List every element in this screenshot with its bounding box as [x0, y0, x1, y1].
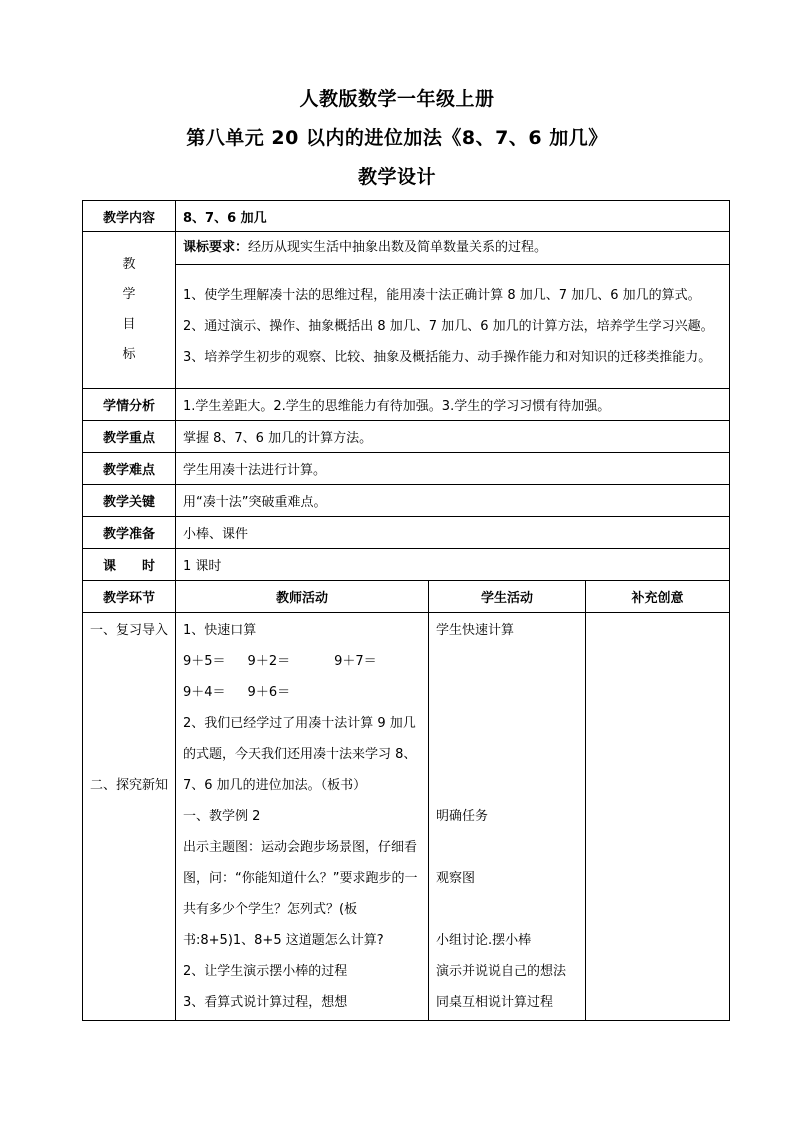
teacher-line: 2、让学生演示摆小棒的过程	[183, 964, 348, 979]
content-value: 8、7、6 加几	[176, 201, 730, 232]
oral-calc-item: 9＋7＝	[334, 654, 377, 669]
row-difficulty	[83, 453, 730, 485]
objectives-label-char: 标	[122, 347, 136, 362]
row-hours	[83, 549, 730, 581]
oral-calc-item: 9＋5＝	[183, 654, 226, 669]
standard-text: 经历从现实生活中抽象出数及简单数量关系的过程。	[248, 240, 548, 255]
lesson-plan-table	[82, 200, 730, 1021]
title-line-1: 人教版数学一年级上册	[299, 88, 495, 110]
objective-item: 1、使学生理解凑十法的思维过程，能用凑十法正确计算 8 加几、7 加几、6 加几的算式。	[183, 288, 701, 303]
row-objectives	[83, 265, 730, 389]
row-prep	[83, 517, 730, 549]
row-analysis	[83, 389, 730, 421]
oral-calc-row	[183, 646, 421, 677]
content-label: 教学内容	[83, 201, 176, 232]
oral-calc-item: 9＋2＝	[247, 654, 291, 669]
document-title	[0, 80, 794, 197]
student-line: 明确任务	[436, 809, 489, 824]
row-key-point	[83, 421, 730, 453]
key-point-value: 掌握 8、7、6 加几的计算方法。	[176, 421, 730, 453]
objectives-label	[83, 232, 176, 389]
student-line: 演示并说说自己的想法	[436, 964, 567, 979]
row-standard	[83, 232, 730, 265]
analysis-value: 1.学生差距大。2.学生的思维能力有待加强。3.学生的学习习惯有待加强。	[176, 389, 730, 421]
teacher-activity-cell	[176, 613, 429, 1021]
row-key	[83, 485, 730, 517]
column-header-teacher: 教师活动	[176, 581, 429, 613]
student-line: 小组讨论.摆小棒	[436, 933, 532, 948]
prep-label: 教学准备	[83, 517, 176, 549]
student-line: 观察图	[436, 871, 476, 886]
objectives-label-char: 学	[122, 287, 136, 302]
teacher-line: 3、看算式说计算过程，想想	[183, 995, 348, 1010]
student-line: 学生快速计算	[436, 623, 515, 638]
teacher-line: 一、教学例 2	[183, 809, 261, 824]
teacher-line: 出示主题图：运动会跑步场景图，仔细看图，问：“你能知道什么？”要求跑步的一共有多少个学生？怎列式？(板书:8+5)1、8+5 这道题怎么计算?	[183, 840, 418, 948]
column-header-student: 学生活动	[429, 581, 586, 613]
stage-explore: 二、探究新知	[90, 778, 169, 793]
creative-cell	[586, 613, 730, 1021]
objectives-label-char: 教	[122, 257, 136, 272]
key-value: 用“凑十法”突破重难点。	[176, 485, 730, 517]
key-label: 教学关键	[83, 485, 176, 517]
objectives-list	[176, 265, 730, 389]
teacher-line: 1、快速口算	[183, 623, 257, 638]
title-line-2: 第八单元 20 以内的进位加法《8、7、6 加几》	[186, 127, 608, 149]
key-point-label: 教学重点	[83, 421, 176, 453]
standard-requirement	[176, 232, 730, 265]
hours-value: 1 课时	[176, 549, 730, 581]
oral-calc-item: 9＋6＝	[247, 685, 291, 700]
objectives-label-char: 目	[122, 317, 136, 332]
title-line-3: 教学设计	[357, 166, 436, 188]
column-header-creative: 补充创意	[586, 581, 730, 613]
column-header-stage: 教学环节	[83, 581, 176, 613]
student-line: 同桌互相说计算过程	[436, 995, 554, 1010]
teacher-line: 2、我们已经学过了用凑十法计算 9 加几的式题，今天我们还用凑十法来学习 8、7、6 加几的进位加法。（板书）	[183, 716, 417, 793]
standard-label: 课标要求：	[183, 240, 249, 255]
stage-cell	[83, 613, 176, 1021]
process-row	[83, 613, 730, 1021]
stage-review: 一、复习导入	[90, 623, 169, 638]
row-content	[83, 201, 730, 232]
difficulty-value: 学生用凑十法进行计算。	[176, 453, 730, 485]
oral-calc-item: 9＋4＝	[183, 685, 226, 700]
objective-item: 3、培养学生初步的观察、比较、抽象及概括能力、动手操作能力和对知识的迁移类推能力。	[183, 350, 712, 365]
prep-value: 小棒、课件	[176, 517, 730, 549]
student-activity-cell	[429, 613, 586, 1021]
analysis-label: 学情分析	[83, 389, 176, 421]
hours-label: 课 时	[83, 549, 176, 581]
objective-item: 2、通过演示、操作、抽象概括出 8 加几、7 加几、6 加几的计算方法，培养学生学习兴趣。	[183, 319, 714, 334]
process-header-row	[83, 581, 730, 613]
oral-calc-row	[183, 677, 421, 708]
difficulty-label: 教学难点	[83, 453, 176, 485]
